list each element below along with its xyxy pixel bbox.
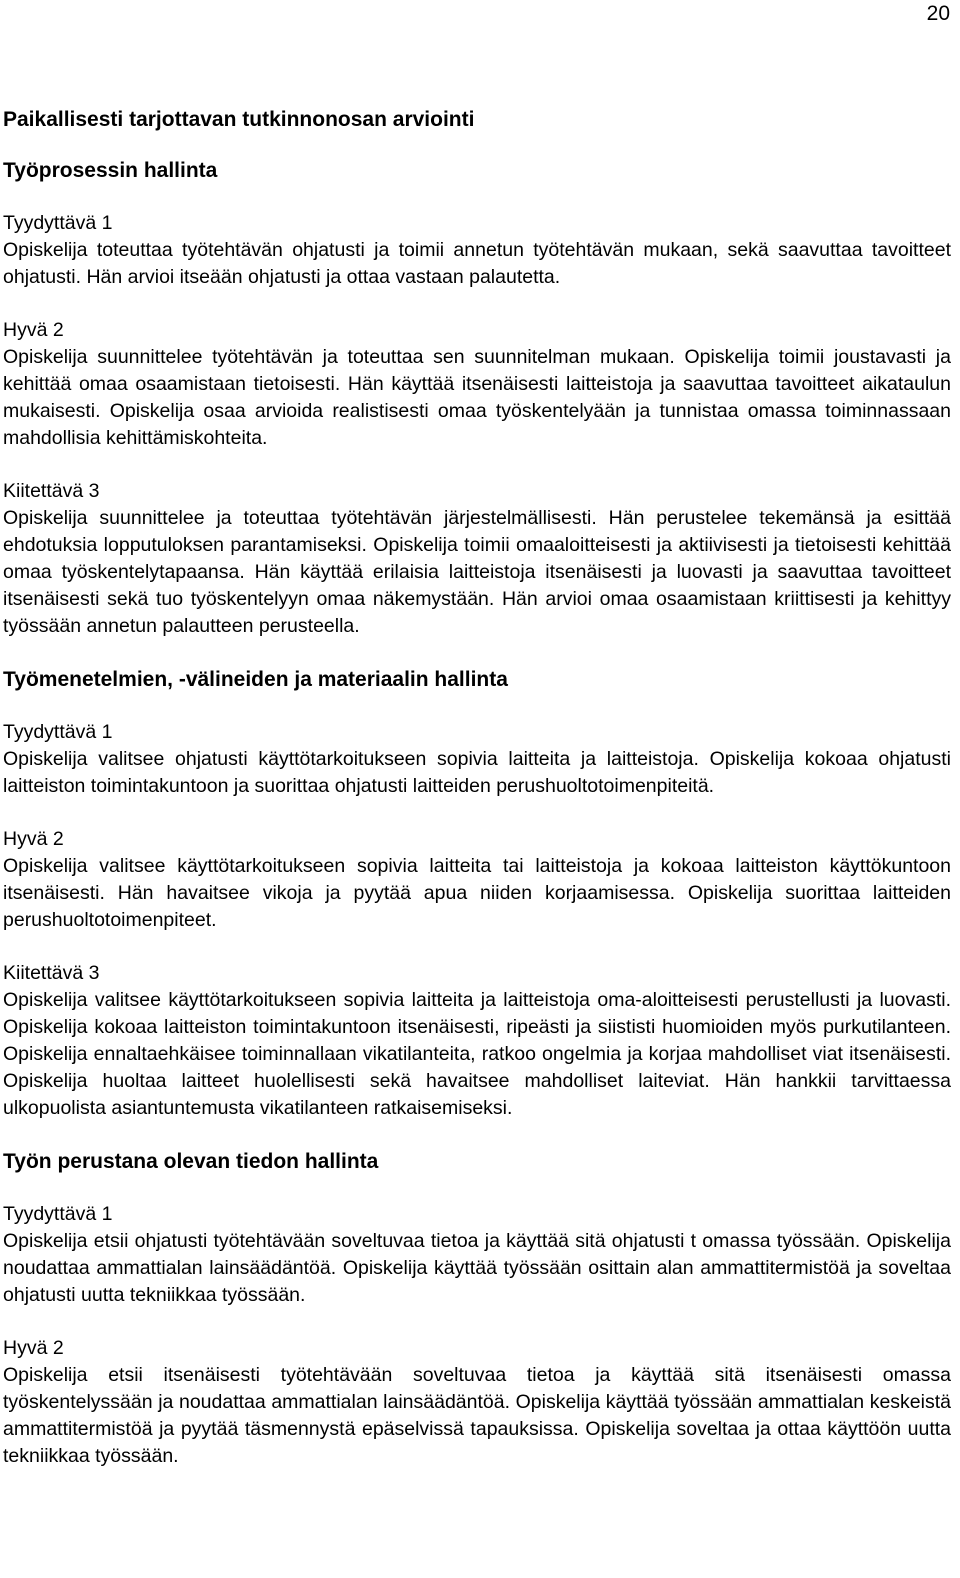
level-label: Hyvä 2 bbox=[3, 319, 64, 341]
level-satisfactory bbox=[3, 719, 951, 800]
level-description: Opiskelija valitsee käyttötarkoitukseen sopivia laitteita ja laitteistoja oma-aloitteisesti perustellusti ja luovasti. Opiskelija kokoaa laitteiston toimintakuntoon itsenäisesti, ripeästi ja siististi huomioiden myös purkutilanteen. Opiskelija ennaltaehkäisee toiminnallaan vikatilanteita, ratkoo ongelmia ja korjaa mahdolliset viat itsenäisesti. Opiskelija huoltaa laitteet huolellisesti sekä havaitsee mahdolliset laiteviat. Hän hankkii tarvittaessa ulkopuolista asiantuntemusta vikatilanteen ratkaisemiseksi. bbox=[3, 989, 951, 1119]
document-title: Paikallisesti tarjottavan tutkinnonosan arviointi bbox=[3, 108, 475, 131]
level-good bbox=[3, 826, 951, 934]
level-label: Tyydyttävä 1 bbox=[3, 212, 113, 234]
level-label: Hyvä 2 bbox=[3, 828, 64, 850]
level-label: Kiitettävä 3 bbox=[3, 480, 100, 502]
section-title: Työmenetelmien, -välineiden ja materiaalin hallinta bbox=[3, 668, 508, 691]
level-description: Opiskelija etsii ohjatusti työtehtävään soveltuvaa tietoa ja käyttää sitä ohjatusti t omassa työssään. Opiskelija noudattaa ammattialan lainsäädäntöä. Opiskelija käyttää työssään osittain alan ammattitermistöä ja soveltaa ohjatusti uutta tekniikkaa työssään. bbox=[3, 1230, 951, 1306]
level-good bbox=[3, 317, 951, 452]
level-description: Opiskelija etsii itsenäisesti työtehtävään soveltuvaa tietoa ja käyttää sitä itsenäisesti omassa työskentelyssään ja noudattaa ammattialan lainsäädäntöä. Opiskelija käyttää työssään ammattialan keskeistä ammattitermistöä ja pyytää täsmennystä epäselvissä tapauksissa. Opiskelija soveltaa ja ottaa käyttöön uutta tekniikkaa työssään. bbox=[3, 1364, 951, 1467]
section-work-methods bbox=[3, 666, 951, 1122]
level-satisfactory bbox=[3, 210, 951, 291]
level-satisfactory bbox=[3, 1201, 951, 1309]
level-description: Opiskelija valitsee ohjatusti käyttötarkoitukseen sopivia laitteita ja laitteistoja. Opiskelija kokoaa ohjatusti laitteiston toimintakuntoon ja suorittaa ohjatusti laitteiden perushuoltotoimenpiteitä. bbox=[3, 748, 951, 797]
level-label: Kiitettävä 3 bbox=[3, 962, 100, 984]
section-work-process bbox=[3, 157, 951, 640]
level-excellent bbox=[3, 478, 951, 640]
section-title: Työn perustana olevan tiedon hallinta bbox=[3, 1150, 379, 1173]
section-title: Työprosessin hallinta bbox=[3, 159, 218, 182]
level-description: Opiskelija valitsee käyttötarkoitukseen sopivia laitteita tai laitteistoja ja kokoaa laitteiston käyttökuntoon itsenäisesti. Hän havaitsee vikoja ja pyytää apua niiden korjaamisessa. Opiskelija suorittaa laitteiden perushuoltotoimenpiteet. bbox=[3, 855, 951, 931]
level-label: Hyvä 2 bbox=[3, 1337, 64, 1359]
level-description: Opiskelija toteuttaa työtehtävän ohjatusti ja toimii annetun työtehtävän mukaan, sekä saavuttaa tavoitteet ohjatusti. Hän arvioi itseään ohjatusti ja ottaa vastaan palautetta. bbox=[3, 239, 951, 288]
page-number: 20 bbox=[926, 2, 950, 25]
level-excellent bbox=[3, 960, 951, 1122]
level-description: Opiskelija suunnittelee työtehtävän ja toteuttaa sen suunnitelman mukaan. Opiskelija toimii joustavasti ja kehittää omaa osaamistaan tietoisesti. Hän käyttää itsenäisesti laitteistoja ja saavuttaa tavoitteet aikataulun mukaisesti. Opiskelija osaa arvioida realistisesti omaa työskentelyään ja tunnistaa omassa toiminnassaan mahdollisia kehittämiskohteita. bbox=[3, 346, 951, 449]
level-label: Tyydyttävä 1 bbox=[3, 721, 113, 743]
section-knowledge bbox=[3, 1148, 951, 1470]
document-content bbox=[3, 106, 951, 1496]
level-good bbox=[3, 1335, 951, 1470]
level-label: Tyydyttävä 1 bbox=[3, 1203, 113, 1225]
level-description: Opiskelija suunnittelee ja toteuttaa työtehtävän järjestelmällisesti. Hän perustelee tekemänsä ja esittää ehdotuksia lopputuloksen parantamiseksi. Opiskelija toimii omaaloitteisesti ja aktiivisesti ja tietoisesti kehittää omaa työskentelytapaansa. Hän käyttää erilaisia laitteistoja itsenäisesti ja luovasti ja saavuttaa tavoitteet itsenäisesti sekä tuo työskentelyyn omaa näkemystään. Hän arvioi omaa osaamistaan kriittisesti ja kehittyy työssään annetun palautteen perusteella. bbox=[3, 507, 951, 637]
